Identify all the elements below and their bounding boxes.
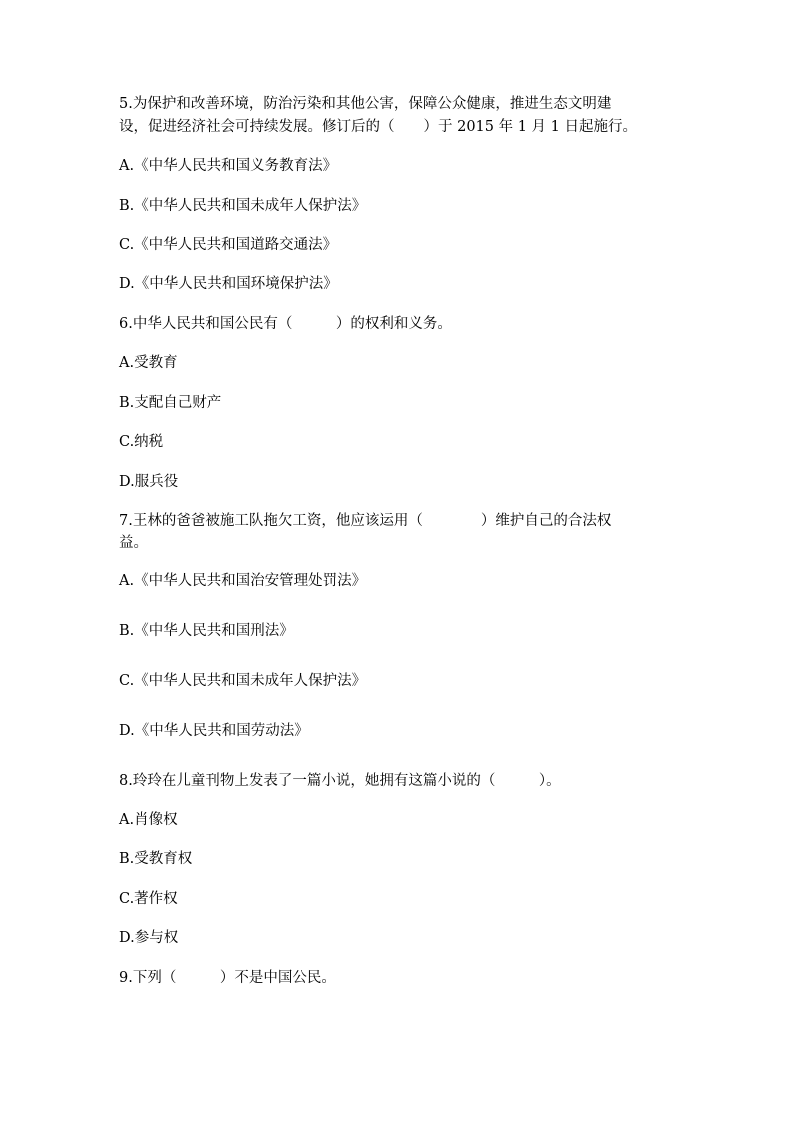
question-8-option-b: B.受教育权	[119, 851, 193, 867]
question-7-stem-line-2: 益。	[119, 535, 148, 551]
question-8-option-a: A.肖像权	[119, 812, 178, 828]
question-9-stem: 9.下列（ ）不是中国公民。	[119, 970, 336, 986]
question-5-stem-line-1: 5.为保护和改善环境，防治污染和其他公害，保障公众健康，推进生态文明建	[119, 96, 612, 112]
question-5-option-b: B.《中华人民共和国未成年人保护法》	[119, 198, 367, 214]
question-7-option-d: D.《中华人民共和国劳动法》	[119, 723, 309, 739]
question-5-stem-line-2: 设，促进经济社会可持续发展。修订后的（ ）于 2015 年 1 月 1 日起施行。	[119, 119, 638, 135]
question-8-option-d: D.参与权	[119, 930, 179, 946]
question-6-stem: 6.中华人民共和国公民有（ ）的权利和义务。	[119, 316, 452, 332]
question-5-option-c: C.《中华人民共和国道路交通法》	[119, 237, 338, 253]
question-8-option-c: C.著作权	[119, 891, 178, 907]
question-6-option-d: D.服兵役	[119, 474, 179, 490]
question-7-stem-line-1: 7.王林的爸爸被施工队拖欠工资，他应该运用（ ）维护自己的合法权	[119, 513, 612, 529]
question-5-option-d: D.《中华人民共和国环境保护法》	[119, 276, 338, 292]
question-8-stem: 8.玲玲在儿童刊物上发表了一篇小说，她拥有这篇小说的（ ）。	[119, 773, 561, 789]
question-7-option-b: B.《中华人民共和国刑法》	[119, 623, 294, 639]
question-5-option-a: A.《中华人民共和国义务教育法》	[119, 158, 338, 174]
question-6-option-a: A.受教育	[119, 355, 178, 371]
question-6-option-c: C.纳税	[119, 434, 164, 450]
question-7-option-c: C.《中华人民共和国未成年人保护法》	[119, 673, 367, 689]
question-6-option-b: B.支配自己财产	[119, 395, 222, 411]
question-7-option-a: A.《中华人民共和国治安管理处罚法》	[119, 573, 367, 589]
